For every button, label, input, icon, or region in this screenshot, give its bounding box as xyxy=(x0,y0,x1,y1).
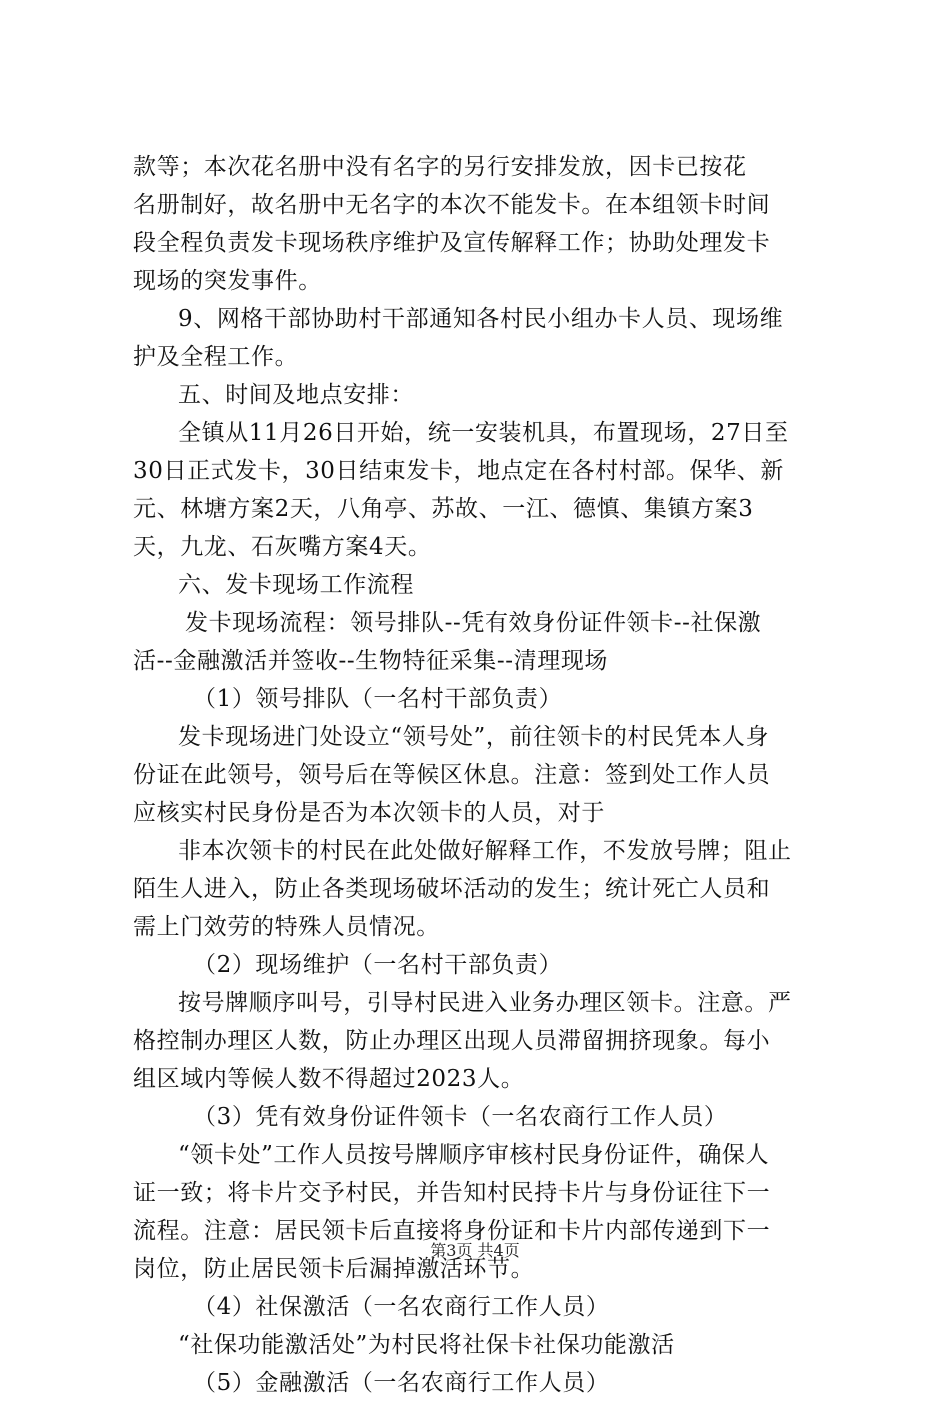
text-line: 格控制办理区人数，防止办理区出现人员滞留拥挤现象。每小 xyxy=(133,1028,771,1054)
text-line: 非本次领卡的村民在此处做好解释工作，不发放号牌；阻止 xyxy=(178,838,792,864)
subsection-heading: （1）领号排队（一名村干部负责） xyxy=(193,686,563,712)
text-line: 组区域内等候人数不得超过2023人。 xyxy=(133,1066,525,1092)
text-line: 元、林塘方案2天，八角亭、苏故、一江、德慎、集镇方案3 xyxy=(133,496,754,522)
subsection-heading: （3）凭有效身份证件领卡（一名农商行工作人员） xyxy=(193,1104,728,1130)
text-line: 需上门效劳的特殊人员情况。 xyxy=(133,914,440,940)
text-line: 段全程负责发卡现场秩序维护及宣传解释工作；协助处理发卡 xyxy=(133,230,771,256)
text-line: 全镇从11月26日开始，统一安装机具，布置现场，27日至 xyxy=(178,420,789,446)
text-line: 款等；本次花名册中没有名字的另行安排发放，因卡已按花 xyxy=(133,154,747,180)
text-line: 按号牌顺序叫号，引导村民进入业务办理区领卡。注意。严 xyxy=(178,990,792,1016)
subsection-heading: （5）金融激活（一名农商行工作人员） xyxy=(193,1370,610,1396)
subsection-heading: （2）现场维护（一名村干部负责） xyxy=(193,952,563,978)
section-heading: 五、时间及地点安排： xyxy=(178,382,414,408)
text-line: 流程。注意：居民领卡后直接将身份证和卡片内部传递到下一 xyxy=(133,1218,771,1244)
text-line: 陌生人进入，防止各类现场破坏活动的发生；统计死亡人员和 xyxy=(133,876,771,902)
text-line: 名册制好，故名册中无名字的本次不能发卡。在本组领卡时间 xyxy=(133,192,771,218)
text-line: “领卡处”工作人员按号牌顺序审核村民身份证件，确保人 xyxy=(178,1142,770,1168)
text-line: 活--金融激活并签收--生物特征采集--清理现场 xyxy=(133,648,609,674)
text-line: 天，九龙、石灰嘴方案4天。 xyxy=(133,534,432,560)
text-line: 发卡现场进门处设立“领号处”，前往领卡的村民凭本人身 xyxy=(178,724,770,750)
text-line: 岗位，防止居民领卡后漏掉激活环节。 xyxy=(133,1256,535,1282)
text-line: 证一致；将卡片交予村民，并告知村民持卡片与身份证往下一 xyxy=(133,1180,771,1206)
text-line: “社保功能激活处”为村民将社保卡社保功能激活 xyxy=(178,1332,675,1358)
page-number-footer: 第3页 共4页 xyxy=(430,1241,520,1260)
text-line: 现场的突发事件。 xyxy=(133,268,322,294)
section-heading: 六、发卡现场工作流程 xyxy=(178,572,414,598)
subsection-heading: （4）社保激活（一名农商行工作人员） xyxy=(193,1294,610,1320)
text-line: 护及全程工作。 xyxy=(133,344,299,370)
document-body xyxy=(133,148,833,1402)
text-line: 9、网格干部协助村干部通知各村民小组办卡人员、现场维 xyxy=(178,306,784,332)
text-line: 份证在此领号，领号后在等候区休息。注意：签到处工作人员 xyxy=(133,762,771,788)
text-line: 应核实村民身份是否为本次领卡的人员，对于 xyxy=(133,800,605,826)
text-line: 发卡现场流程：领号排队--凭有效身份证件领卡--社保激 xyxy=(185,610,762,636)
text-line: 30日正式发卡，30日结束发卡，地点定在各村村部。保华、新 xyxy=(133,458,784,484)
